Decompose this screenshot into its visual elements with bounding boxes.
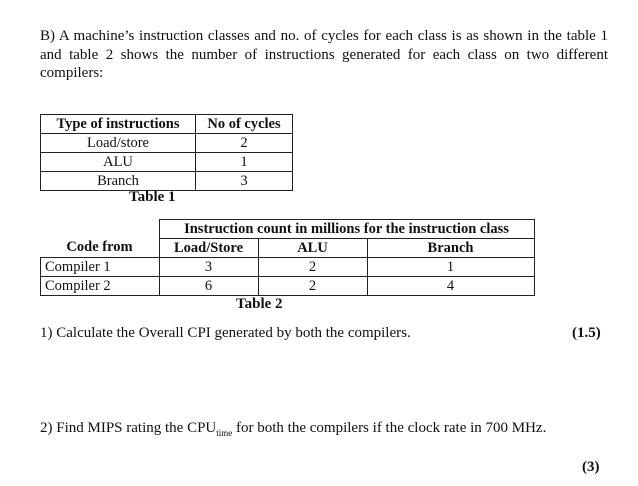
header-branch: Branch [367, 239, 534, 258]
header-load-store: Load/Store [159, 239, 258, 258]
cell-alu: 2 [258, 258, 367, 277]
header-alu: ALU [258, 239, 367, 258]
table-row [41, 258, 535, 277]
cell-cycles: 2 [196, 134, 293, 153]
header-code-from: Code from [66, 239, 133, 256]
question-2-subscript: time [216, 428, 233, 438]
table1-caption: Table 1 [129, 189, 176, 205]
table-group-header-row [41, 220, 535, 239]
header-no-of-cycles: No of cycles [196, 115, 293, 134]
table-row [41, 153, 293, 172]
cell-compiler: Compiler 2 [41, 277, 160, 296]
instruction-cycles-table [40, 114, 293, 191]
cell-compiler: Compiler 1 [41, 258, 160, 277]
empty-cell [41, 220, 160, 239]
table-row [41, 134, 293, 153]
header-instruction-count: Instruction count in millions for the instruction class [159, 220, 534, 239]
header-type-of-instructions: Type of instructions [41, 115, 196, 134]
question-2-suffix: for both the compilers if the clock rate in 700 MHz. [232, 420, 547, 436]
cell-cycles: 3 [196, 172, 293, 191]
question-2-prefix: 2) Find MIPS rating the CPU [40, 420, 217, 436]
cell-load-store: 3 [159, 258, 258, 277]
question-2 [40, 420, 546, 438]
cell-instruction: Branch [41, 172, 196, 191]
cell-instruction: ALU [41, 153, 196, 172]
question-2-marks: (3) [582, 459, 600, 475]
question-1-marks: (1.5) [572, 325, 601, 341]
cell-cycles: 1 [196, 153, 293, 172]
cell-load-store: 6 [159, 277, 258, 296]
table-row [41, 172, 293, 191]
cell-branch: 4 [367, 277, 534, 296]
table-row [41, 277, 535, 296]
table2-caption: Table 2 [236, 296, 283, 312]
instruction-count-table [40, 219, 535, 296]
table-header-row [41, 239, 535, 258]
question-1: 1) Calculate the Overall CPI generated by both the compilers. [40, 325, 411, 341]
cell-instruction: Load/store [41, 134, 196, 153]
cell-alu: 2 [258, 277, 367, 296]
table-header-row [41, 115, 293, 134]
cell-branch: 1 [367, 258, 534, 277]
intro-paragraph: B) A machine’s instruction classes and no. of cycles for each class is as shown in the table 1 and table 2 shows the number of instructions generated for each class on two different compilers: [40, 28, 608, 81]
